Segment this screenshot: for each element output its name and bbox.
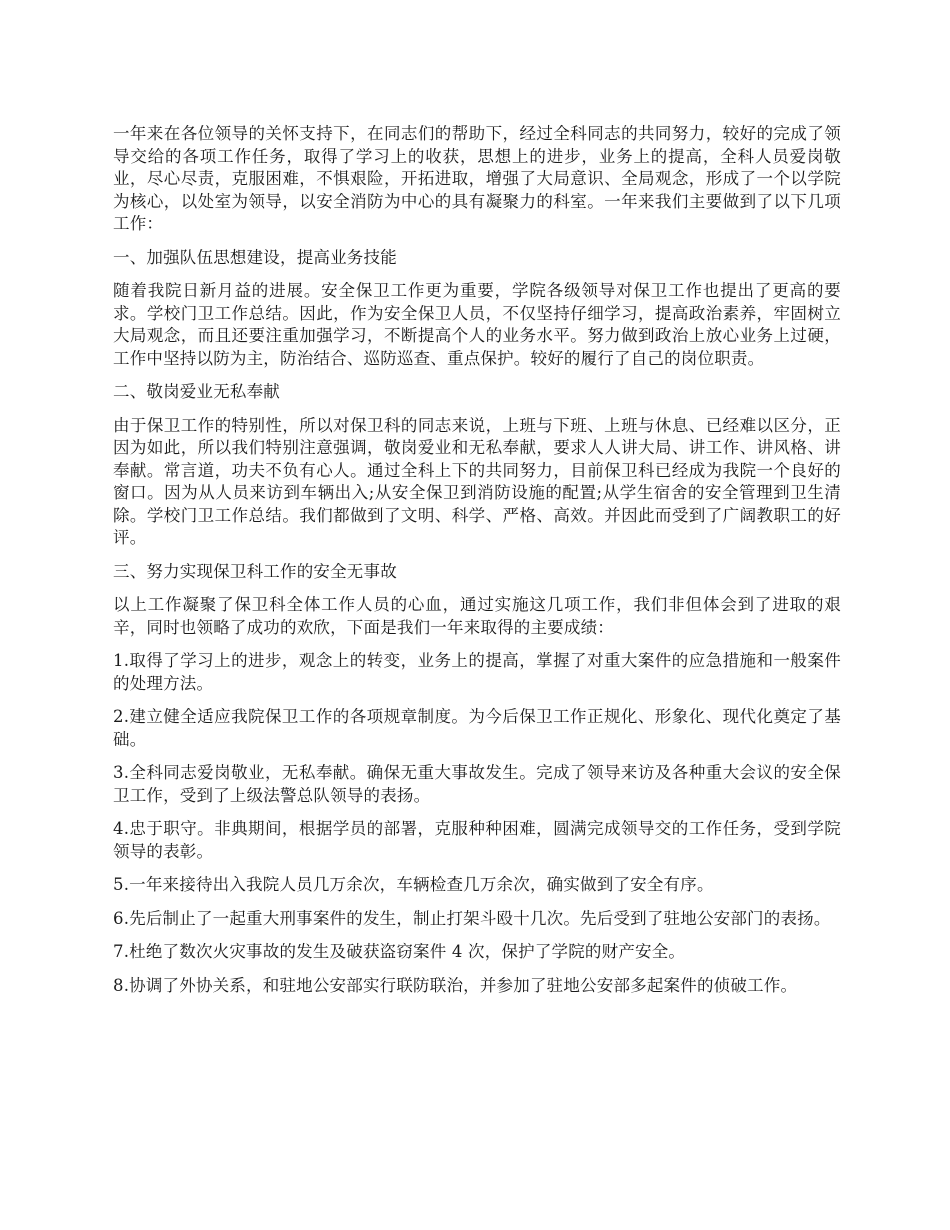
section-body-1: 随着我院日新月益的进展。安全保卫工作更为重要，学院各级领导对保卫工作也提出了更高的要求。学校门卫工作总结。因此，作为安全保卫人员，不仅坚持仔细学习，提高政治素养，牢固树立大局观念，而且还要注重加强学习，不断提高个人的业务水平。努力做到政治上放心业务上过硬，工作中坚持以防为主，防治结合、巡防巡查、重点保护。较好的履行了自己的岗位职责。 bbox=[113, 281, 841, 368]
section-heading-2: 二、敬岗爱业无私奉献 bbox=[113, 382, 280, 401]
achievement-item-5: 5.一年来接待出入我院人员几万余次，车辆检查几万余次，确实做到了安全有序。 bbox=[113, 875, 714, 894]
achievement-item-8: 8.协调了外协关系，和驻地公安部实行联防联治，并参加了驻地公安部多起案件的侦破工作。 bbox=[113, 975, 798, 995]
section-heading-1: 一、加强队伍思想建设，提高业务技能 bbox=[113, 247, 397, 267]
achievement-item-6: 6.先后制止了一起重大刑事案件的发生，制止打架斗殴十几次。先后受到了驻地公安部门的表扬。 bbox=[113, 908, 831, 928]
document-page bbox=[113, 123, 841, 1008]
achievement-item-4: 4.忠于职守。非典期间，根据学员的部署，克服种种困难，圆满完成领导交的工作任务，受到学院领导的表彰。 bbox=[113, 819, 841, 861]
intro-paragraph: 一年来在各位领导的关怀支持下，在同志们的帮助下，经过全科同志的共同努力，较好的完成了领导交给的各项工作任务，取得了学习上的收获，思想上的进步，业务上的提高，全科人员爱岗敬业，尽心尽责，克服困难，不惧艰险，开拓进取，增强了大局意识、全局观念，形成了一个以学院为核心，以处室为领导，以安全消防为中心的具有凝聚力的科室。一年来我们主要做到了以下几项工作： bbox=[113, 124, 841, 233]
achievement-item-1: 1.取得了学习上的进步，观念上的转变，业务上的提高，掌握了对重大案件的应急措施和一般案件的处理方法。 bbox=[113, 651, 841, 693]
section-body-2: 由于保卫工作的特别性，所以对保卫科的同志来说，上班与下班、上班与休息、已经难以区分，正因为如此，所以我们特别注意强调，敬岗爱业和无私奉献，要求人人讲大局、讲工作、讲风格、讲奉献。常言道，功夫不负有心人。通过全科上下的共同努力，目前保卫科已经成为我院一个良好的窗口。因为从人员来访到车辆出入;从安全保卫到消防设施的配置;从学生宿舍的安全管理到卫生清除。学校门卫工作总结。我们都做到了文明、科学、严格、高效。并因此而受到了广阔教职工的好评。 bbox=[113, 415, 841, 547]
section-heading-3: 三、努力实现保卫科工作的安全无事故 bbox=[113, 561, 397, 581]
achievement-item-3: 3.全科同志爱岗敬业，无私奉献。确保无重大事故发生。完成了领导来访及各种重大会议的安全保卫工作，受到了上级法警总队领导的表扬。 bbox=[113, 763, 841, 805]
section-body-3: 以上工作凝聚了保卫科全体工作人员的心血，通过实施这几项工作，我们非但体会到了进取的艰辛，同时也领略了成功的欢欣，下面是我们一年来取得的主要成绩： bbox=[113, 595, 841, 637]
achievement-item-2: 2.建立健全适应我院保卫工作的各项规章制度。为今后保卫工作正规化、形象化、现代化奠定了基础。 bbox=[113, 707, 841, 749]
achievement-item-7: 7.杜绝了数次火灾事故的发生及破获盗窃案件 4 次，保护了学院的财产安全。 bbox=[113, 942, 686, 961]
